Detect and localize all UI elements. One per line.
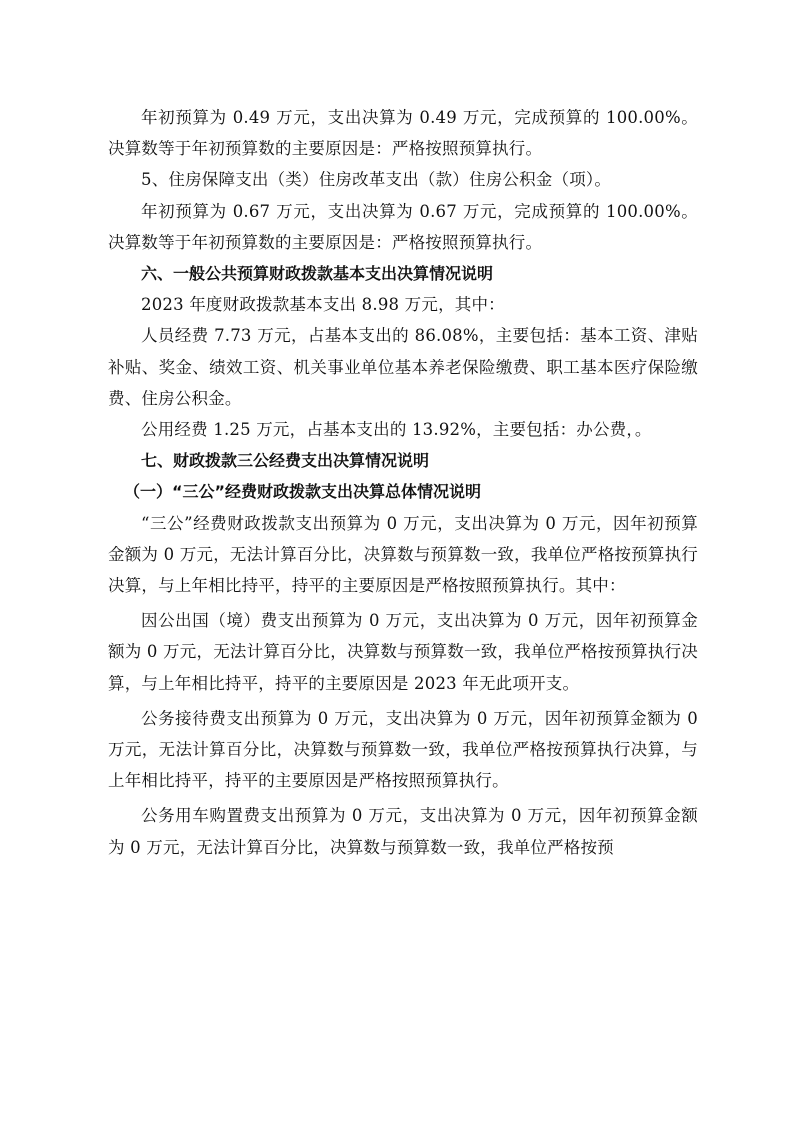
paragraph-vehicle-purchase: 公务用车购置费支出预算为 0 万元，支出决算为 0 万元，因年初预算金额为 0 万元，无法计算百分比，决算数与预算数一致，我单位严格按预 [108, 806, 698, 857]
document-body [108, 102, 698, 863]
paragraph-three-public-overall: “三公”经费财政拨款支出预算为 0 万元，支出决算为 0 万元，因年初预算金额为 0 万元，无法计算百分比，决算数与预算数一致，我单位严格按预算执行决算，与上年相比持平，持平的主要原因是严格按照预算执行。其中： [108, 513, 698, 596]
section-heading-basic-expenditure: 六、一般公共预算财政拨款基本支出决算情况说明 [141, 264, 494, 284]
paragraph-personnel-expenses: 人员经费 7.73 万元，占基本支出的 86.08%，主要包括：基本工资、津贴补贴、奖金、绩效工资、机关事业单位基本养老保险缴费、职工基本医疗保险缴费、住房公积金。 [108, 326, 698, 408]
paragraph-housing-fund-item: 5、住房保障支出（类）住房改革支出（款）住房公积金（项）。 [141, 170, 612, 190]
paragraph-official-reception: 公务接待费支出预算为 0 万元，支出决算为 0 万元，因年初预算金额为 0 万元，无法计算百分比，决算数与预算数一致，我单位严格按预算执行决算，与上年相比持平，持平的主要原因是严格按照预算执行。 [108, 708, 698, 791]
section-heading-three-public: 七、财政拨款三公经费支出决算情况说明 [141, 451, 430, 471]
paragraph-overseas-travel: 因公出国（境）费支出预算为 0 万元，支出决算为 0 万元，因年初预算金额为 0 万元，无法计算百分比，决算数与预算数一致，我单位严格按预算执行决算，与上年相比持平，持平的主要原因是 2023 年无此项开支。 [108, 611, 698, 693]
subsection-heading-overall: （一）“三公”经费财政拨款支出决算总体情况说明 [124, 482, 482, 502]
paragraph-budget-049: 年初预算为 0.49 万元，支出决算为 0.49 万元，完成预算的 100.00%。决算数等于年初预算数的主要原因是：严格按照预算执行。 [108, 108, 698, 159]
paragraph-public-expenses: 公用经费 1.25 万元，占基本支出的 13.92%，主要包括：办公费，。 [141, 420, 652, 440]
paragraph-budget-067: 年初预算为 0.67 万元，支出决算为 0.67 万元，完成预算的 100.00%。决算数等于年初预算数的主要原因是：严格按照预算执行。 [108, 201, 698, 252]
paragraph-basic-expenditure-total: 2023 年度财政拨款基本支出 8.98 万元，其中： [141, 295, 505, 315]
